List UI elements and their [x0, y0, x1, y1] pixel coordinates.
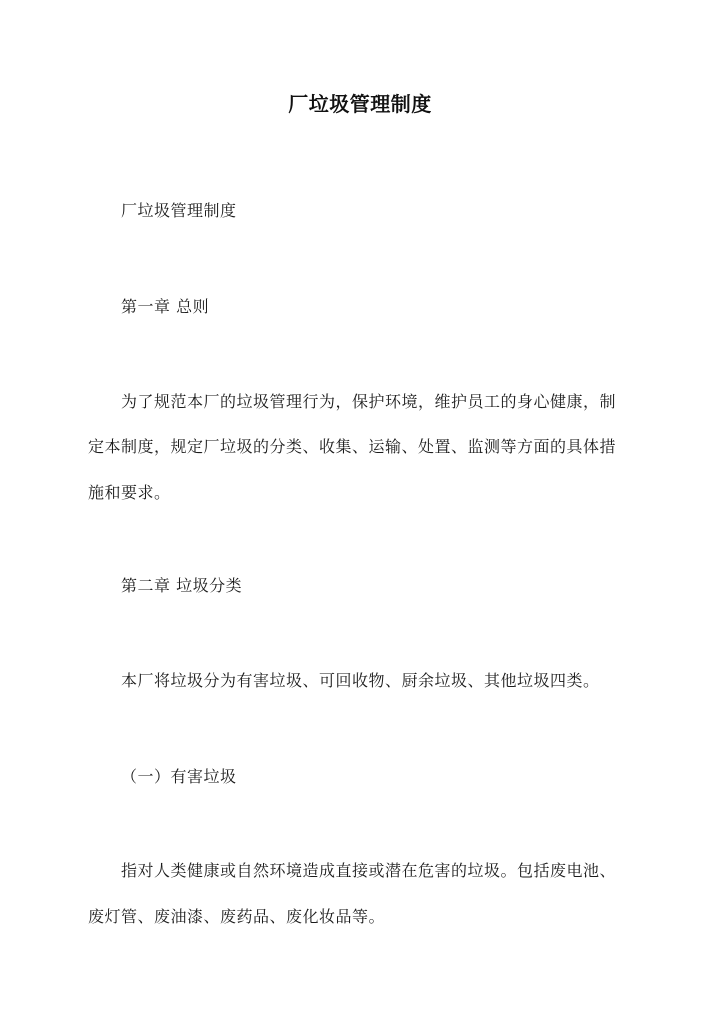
chapter-1-paragraph-line: 施和要求。	[88, 483, 171, 502]
chapter-1-paragraph-line: 定本制度，规定厂垃圾的分类、收集、运输、处置、监测等方面的具体措	[88, 437, 617, 456]
document-title: 厂垃圾管理制度	[288, 92, 432, 116]
chapter-1-paragraph-line: 为了规范本厂的垃圾管理行为，保护环境，维护员工的身心健康，制	[121, 392, 617, 411]
document-subtitle: 厂垃圾管理制度	[121, 201, 237, 220]
chapter-2-heading: 第二章 垃圾分类	[121, 576, 243, 595]
chapter-1-heading: 第一章 总则	[121, 297, 210, 316]
section-hazardous-line: 指对人类健康或自然环境造成直接或潜在危害的垃圾。包括废电池、	[121, 861, 617, 880]
section-hazardous-line: 废灯管、废油漆、废药品、废化妆品等。	[88, 907, 386, 926]
chapter-2-intro: 本厂将垃圾分为有害垃圾、可回收物、厨余垃圾、其他垃圾四类。	[121, 671, 600, 690]
section-hazardous-heading: （一）有害垃圾	[121, 767, 237, 786]
